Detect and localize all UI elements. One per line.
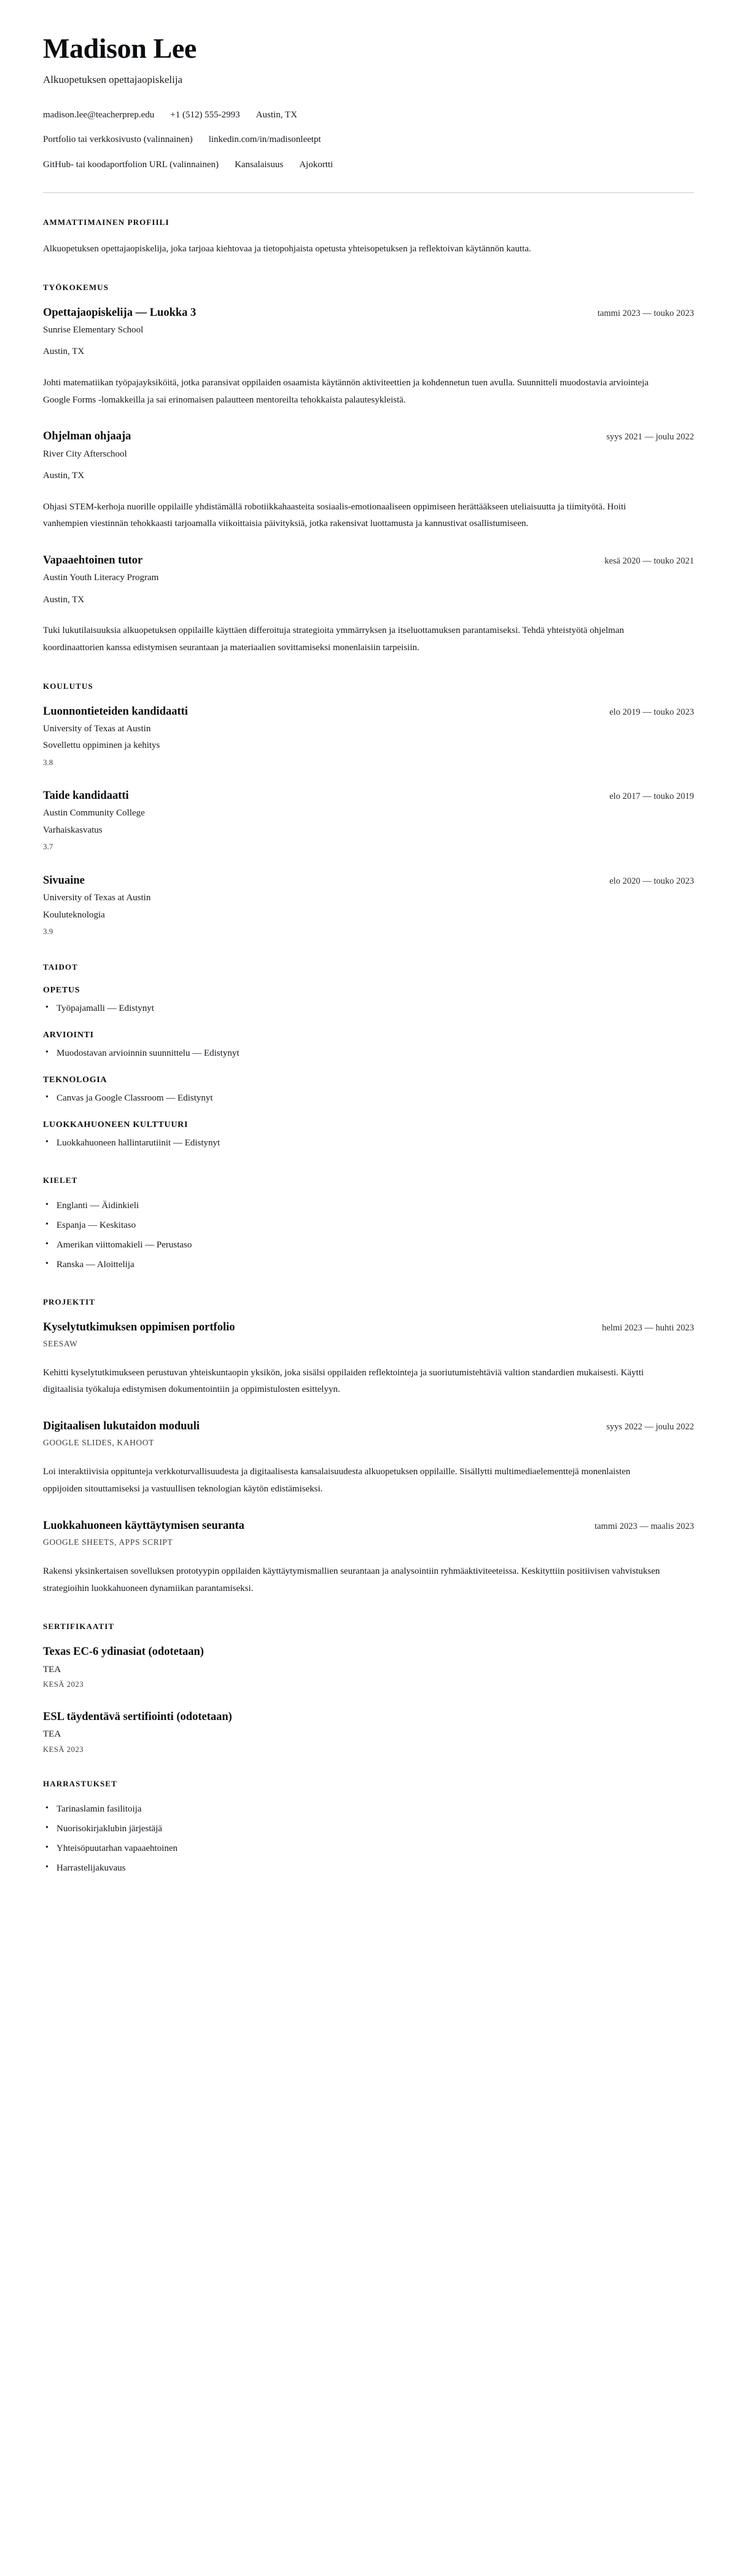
field-of-study: Varhaiskasvatus <box>43 825 103 835</box>
field-of-study: Sovellettu oppiminen ja kehitys <box>43 740 160 751</box>
location-text: Austin, TX <box>255 109 297 120</box>
degree-title: Sivuaine <box>43 874 85 887</box>
project-dates: syys 2022 — joulu 2022 <box>606 1422 694 1432</box>
job-description: Johti matematiikan työpajayksiköitä, jotka paransivat oppilaiden osaamista käytännön aktiviteettien ja kohdennetun tuen avulla. Suunnitteli muodostavia arviointeja Google Forms -lomakkeilla ja sai erinomaisen palautteen mentoreilta tehokkaista palautesykleistä. <box>43 377 649 405</box>
job-location: Austin, TX <box>43 347 85 357</box>
project-dates: tammi 2023 — maalis 2023 <box>595 1521 694 1531</box>
project-description: Kehitti kyselytutkimukseen perustuvan yhteiskuntaopin yksikön, joka sisälsi oppilaiden reflektointeja ja suoriutumistehtäviä valtion standardien mukaisesti. Käytti digitaalisia työkaluja edistymisen dokumentointiin ja oppimistulosten esittelyyn. <box>43 1367 644 1395</box>
experience-entry <box>43 554 694 657</box>
section-title-summary: AMMATTIMAINEN PROFIILI <box>43 218 170 227</box>
certificate-issuer: TEA <box>43 1729 61 1740</box>
list-item: • Työpajamalli — Edistynyt <box>43 1002 694 1016</box>
job-description: Tuki lukutilaisuuksia alkuopetuksen oppilaille käyttäen differoituja strategioita ymmärryksen ja itseluottamuksen parantamiseksi. Tehdä yhteistyötä ohjelman koordinaattorien kanssa edistymisen seurantaan ja materiaalien sovittamiseksi monenlaisiin tarpeisiin. <box>43 626 624 653</box>
project-entry <box>43 1420 694 1498</box>
degree-dates: elo 2020 — touko 2023 <box>609 876 694 886</box>
section-title-skills: TAIDOT <box>43 962 78 972</box>
skill-group <box>43 1075 694 1105</box>
citizenship-text: Kansalaisuus <box>235 159 284 170</box>
list-item: • Ranska — Aloittelija <box>43 1258 694 1272</box>
skill-group <box>43 986 694 1016</box>
degree-title: Luonnontieteiden kandidaatti <box>43 705 188 718</box>
section-languages <box>43 1176 694 1273</box>
linkedin-text: linkedin.com/in/madisonleetpt <box>208 135 321 145</box>
headline: Alkuopetuksen opettajaopiskelija <box>43 73 183 85</box>
section-summary <box>43 218 694 258</box>
entry-header <box>43 554 694 568</box>
job-organization: Austin Youth Literacy Program <box>43 573 159 583</box>
project-tools: GOOGLE SLIDES, KAHOOT <box>43 1438 154 1448</box>
skill-group-title: OPETUS <box>43 985 80 995</box>
degree-dates: elo 2017 — touko 2019 <box>609 791 694 802</box>
certificate-date: KESÄ 2023 <box>43 1745 84 1754</box>
list-item: • Tarinaslamin fasilitoija <box>43 1802 694 1816</box>
school-name: Austin Community College <box>43 808 145 819</box>
project-description: Rakensi yksinkertaisen sovelluksen prototyypin oppilaiden käyttäytymismallien seurantaan ja analysointiin ryhmäaktiviteeteissa. Keskityttiin positiivisen vahvistuksen strategioihin luokkahuoneen dynamiikan parantamiseksi. <box>43 1566 660 1593</box>
education-entry <box>43 705 694 769</box>
certificate-issuer: TEA <box>43 1664 61 1675</box>
list-item: • Canvas ja Google Classroom — Edistynyt <box>43 1091 694 1105</box>
list-item: • Englanti — Äidinkieli <box>43 1199 694 1213</box>
job-dates: tammi 2023 — touko 2023 <box>597 308 694 318</box>
list-item: • Muodostavan arvioinnin suunnittelu — Edistynyt <box>43 1046 694 1061</box>
project-dates: helmi 2023 — huhti 2023 <box>602 1322 694 1333</box>
gpa-value: 3.9 <box>43 927 53 937</box>
entry-header <box>43 874 694 888</box>
school-name: University of Texas at Austin <box>43 893 151 903</box>
project-title: Kyselytutkimuksen oppimisen portfolio <box>43 1321 235 1333</box>
project-title: Luokkahuoneen käyttäytymisen seuranta <box>43 1519 244 1532</box>
skill-list <box>43 1136 694 1150</box>
section-title-certificates: SERTIFIKAATIT <box>43 1622 115 1632</box>
job-title: Vapaaehtoinen tutor <box>43 554 143 567</box>
entry-header <box>43 1321 694 1335</box>
job-title: Opettajaopiskelija — Luokka 3 <box>43 306 197 319</box>
list-item: • Espanja — Keskitaso <box>43 1219 694 1233</box>
entry-header <box>43 789 694 803</box>
section-certificates <box>43 1622 694 1754</box>
list-item: • Nuorisokirjaklubin järjestäjä <box>43 1822 694 1836</box>
job-dates: syys 2021 — joulu 2022 <box>606 432 694 442</box>
project-tools: GOOGLE SHEETS, APPS SCRIPT <box>43 1537 173 1547</box>
page-title: Madison Lee <box>43 33 197 64</box>
education-entry <box>43 789 694 853</box>
job-location: Austin, TX <box>43 594 85 605</box>
phone-text: +1 (512) 555-2993 <box>170 109 240 120</box>
portfolio-text: Portfolio tai verkkosivusto (valinnainen) <box>43 135 193 145</box>
job-title: Ohjelman ohjaaja <box>43 430 131 443</box>
experience-entry <box>43 430 694 533</box>
project-entry <box>43 1519 694 1598</box>
header-divider <box>43 192 694 193</box>
skill-group <box>43 1120 694 1150</box>
entry-header <box>43 306 694 320</box>
experience-entry <box>43 306 694 409</box>
summary-text: Alkuopetuksen opettajaopiskelija, joka tarjoaa kiehtovaa ja tietopohjaista opetusta yhteisopetuksen ja reflektoivan käytännön kautta. <box>43 244 531 254</box>
language-list <box>43 1199 694 1273</box>
field-of-study: Kouluteknologia <box>43 909 105 920</box>
contact-line-2 <box>43 133 694 147</box>
list-item: • Yhteisöpuutarhan vapaaehtoinen <box>43 1842 694 1856</box>
resume-header <box>43 33 694 193</box>
entry-header <box>43 430 694 444</box>
education-entry <box>43 874 694 938</box>
list-item: • Harrastelijakuvaus <box>43 1861 694 1875</box>
school-name: University of Texas at Austin <box>43 723 151 734</box>
project-description: Loi interaktiivisia oppitunteja verkkoturvallisuudesta ja digitaalisesta kansalaisuudesta alkuopetuksen oppilaille. Sisällytti multimediaelementtejä monenlaisten oppijoiden sitouttamiseksi ja vastuullisen teknologian käytön edistämiseksi. <box>43 1467 631 1494</box>
section-skills <box>43 962 694 1151</box>
list-item: • Amerikan viittomakieli — Perustaso <box>43 1238 694 1252</box>
degree-dates: elo 2019 — touko 2023 <box>609 707 694 717</box>
certificate-title: Texas EC-6 ydinasiat (odotetaan) <box>43 1646 204 1659</box>
job-organization: River City Afterschool <box>43 449 127 459</box>
section-projects <box>43 1297 694 1598</box>
gpa-value: 3.8 <box>43 757 53 767</box>
hobby-list <box>43 1802 694 1876</box>
contact-line-1 <box>43 108 694 122</box>
job-description: Ohjasi STEM-kerhoja nuorille oppilaille yhdistämällä robotiikkahaasteita sosiaalis-emotionaaliseen oppimiseen herättääkseen uteliaisuutta ja tiimityötä. Hoiti vanhempien viestinnän tehokkaasti tarjoamalla viikoittaisia päivityksiä, jotka rakensivat luottamusta ja kannustivat osallistumiseen. <box>43 501 626 529</box>
section-experience <box>43 283 694 657</box>
entry-header <box>43 1420 694 1434</box>
gpa-value: 3.7 <box>43 842 53 852</box>
project-tools: SEESAW <box>43 1338 78 1348</box>
github-text: GitHub- tai koodaportfolion URL (valinnainen) <box>43 159 219 170</box>
entry-header <box>43 1519 694 1533</box>
entry-header <box>43 705 694 719</box>
job-organization: Sunrise Elementary School <box>43 324 144 335</box>
skill-list <box>43 1002 694 1016</box>
skill-list <box>43 1091 694 1105</box>
project-title: Digitaalisen lukutaidon moduuli <box>43 1420 200 1433</box>
certificate-title: ESL täydentävä sertifiointi (odotetaan) <box>43 1711 232 1724</box>
certificate-entry <box>43 1645 694 1689</box>
skill-group-title: LUOKKAHUONEEN KULTTUURI <box>43 1120 189 1130</box>
certificate-date: KESÄ 2023 <box>43 1680 84 1689</box>
job-dates: kesä 2020 — touko 2021 <box>604 556 694 567</box>
section-title-education: KOULUTUS <box>43 681 93 691</box>
driver-license-text: Ajokortti <box>299 159 333 170</box>
skill-group-title: ARVIOINTI <box>43 1030 94 1040</box>
skill-list <box>43 1046 694 1061</box>
section-title-projects: PROJEKTIT <box>43 1297 96 1306</box>
section-title-experience: TYÖKOKEMUS <box>43 282 109 292</box>
list-item: • Luokkahuoneen hallintarutiinit — Edistynyt <box>43 1136 694 1150</box>
project-entry <box>43 1321 694 1399</box>
contact-line-3 <box>43 158 694 172</box>
section-title-languages: KIELET <box>43 1175 78 1185</box>
certificate-entry <box>43 1710 694 1754</box>
skill-group <box>43 1031 694 1061</box>
email-text: madison.lee@teacherprep.edu <box>43 109 155 120</box>
job-location: Austin, TX <box>43 471 85 481</box>
skill-group-title: TEKNOLOGIA <box>43 1075 107 1085</box>
section-hobbies <box>43 1779 694 1876</box>
degree-title: Taide kandidaatti <box>43 790 129 803</box>
section-education <box>43 681 694 938</box>
section-title-hobbies: HARRASTUKSET <box>43 1778 117 1788</box>
